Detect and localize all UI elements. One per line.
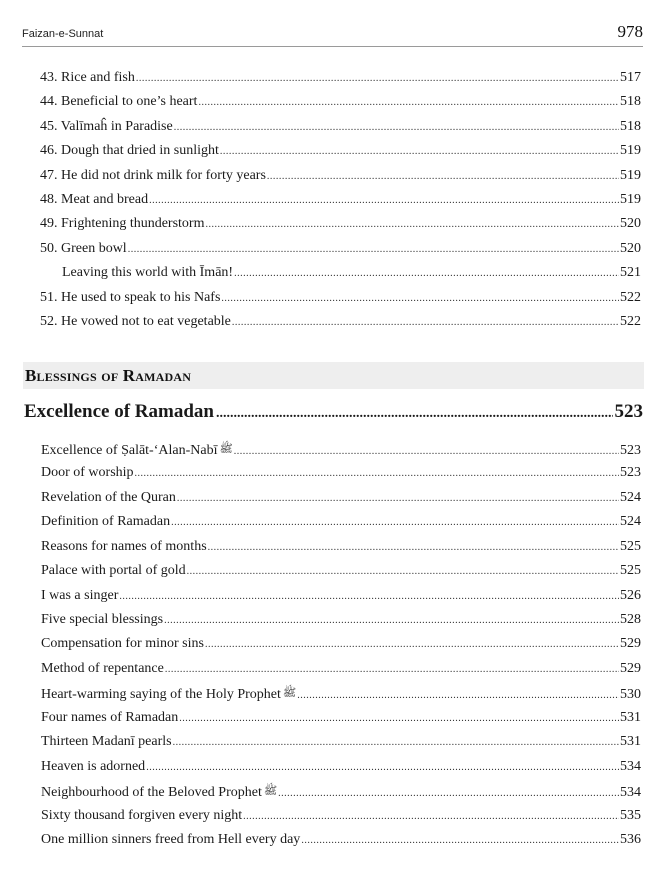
toc-entry[interactable] <box>41 537 641 557</box>
toc-entry-page: 522 <box>620 290 641 305</box>
toc-entry[interactable] <box>41 708 641 728</box>
toc-entry[interactable] <box>41 683 641 703</box>
dot-leader <box>278 784 619 804</box>
toc-entry-page: 534 <box>620 785 641 800</box>
honorific-symbol: ﷺ <box>282 687 297 699</box>
dot-leader <box>164 611 619 631</box>
dot-leader <box>177 489 619 509</box>
toc-entry-title: Compensation for minor sins <box>41 636 204 651</box>
dot-leader <box>179 709 619 729</box>
toc-entry[interactable] <box>40 312 641 332</box>
running-header <box>22 22 643 47</box>
dot-leader <box>173 733 619 753</box>
dot-leader <box>220 142 619 162</box>
toc-entry-title: One million sinners freed from Hell every day <box>41 832 301 847</box>
toc-entry-title: 50. Green bowl <box>40 241 127 256</box>
toc-entry[interactable] <box>41 757 641 777</box>
toc-entry[interactable] <box>40 288 641 308</box>
toc-entry-title: Four names of Ramadan <box>41 710 179 725</box>
toc-entry[interactable] <box>41 634 641 654</box>
dot-leader <box>301 831 619 851</box>
toc-entry-page: 530 <box>620 687 641 702</box>
dot-leader <box>216 406 613 422</box>
toc-entry-page: 525 <box>620 563 641 578</box>
toc-entry[interactable] <box>40 214 641 234</box>
dot-leader <box>136 69 619 89</box>
toc-entry-page: 531 <box>620 710 641 725</box>
dot-leader <box>187 562 619 582</box>
toc-entry-title: 47. He did not drink milk for forty years <box>40 168 266 183</box>
toc-entry[interactable] <box>40 190 641 210</box>
toc-entry-page: 523 <box>620 443 641 458</box>
dot-leader <box>206 215 620 235</box>
dot-leader <box>135 464 619 484</box>
toc-entry[interactable] <box>41 732 641 752</box>
toc-entry-page: 519 <box>620 168 641 183</box>
toc-entry-title: Method of repentance <box>41 661 164 676</box>
dot-leader <box>234 442 619 462</box>
section-heading: Blessings of Ramadan <box>25 366 192 385</box>
toc-entry-title: Leaving this world with Īmān! <box>62 265 234 280</box>
dot-leader <box>234 264 619 284</box>
toc-entry-page: 523 <box>620 465 641 480</box>
page-number: 978 <box>617 22 643 41</box>
toc-entry[interactable] <box>40 92 641 112</box>
toc-entry[interactable] <box>41 512 641 532</box>
book-title: Faizan-e-Sunnat <box>22 28 104 40</box>
toc-entry-page: 522 <box>620 314 641 329</box>
dot-leader <box>174 118 619 138</box>
dot-leader <box>198 93 619 113</box>
toc-entry-page: 528 <box>620 612 641 627</box>
toc-entry-title: 48. Meat and bread <box>40 192 149 207</box>
toc-entry[interactable] <box>41 463 641 483</box>
toc-entry[interactable] <box>41 439 641 459</box>
toc-entry-page: 531 <box>620 734 641 749</box>
toc-entry-title: Heaven is adorned <box>41 759 146 774</box>
toc-entry-page: 520 <box>620 241 641 256</box>
dot-leader <box>267 167 619 187</box>
toc-entry-title: Palace with portal of gold <box>41 563 186 578</box>
toc-entry-page: 524 <box>620 514 641 529</box>
toc-entry[interactable] <box>41 781 641 801</box>
toc-subentry[interactable] <box>62 263 641 283</box>
dot-leader <box>208 538 619 558</box>
dot-leader <box>146 758 619 778</box>
toc-entry-page: 529 <box>620 661 641 676</box>
chapter-title: Excellence of Ramadan <box>24 401 214 422</box>
toc-entry-page: 535 <box>620 808 641 823</box>
dot-leader <box>243 807 619 827</box>
toc-entry-title: 51. He used to speak to his Nafs <box>40 290 221 305</box>
toc-entry-page: 529 <box>620 636 641 651</box>
toc-entry-title: Thirteen Madanī pearls <box>41 734 172 749</box>
toc-entry-page: 525 <box>620 539 641 554</box>
toc-entry[interactable] <box>40 117 641 137</box>
dot-leader <box>221 289 619 309</box>
toc-entry[interactable] <box>41 586 641 606</box>
toc-entry-title: 52. He vowed not to eat vegetable <box>40 314 231 329</box>
dot-leader <box>205 635 619 655</box>
chapter-page: 523 <box>614 401 643 422</box>
dot-leader <box>232 313 619 333</box>
toc-entry-title: Neighbourhood of the Beloved Prophet ﷺ <box>41 785 278 800</box>
toc-entry[interactable] <box>41 806 641 826</box>
toc-entry-title: 45. Valīmaĥ in Paradise <box>40 119 173 134</box>
toc-entry-page: 536 <box>620 832 641 847</box>
toc-entry[interactable] <box>41 561 641 581</box>
toc-entry[interactable] <box>40 239 641 259</box>
toc-entry-page: 519 <box>620 192 641 207</box>
toc-entry-page: 524 <box>620 490 641 505</box>
toc-entry-title: Five special blessings <box>41 612 164 627</box>
toc-entry-title: Revelation of the Quran <box>41 490 176 505</box>
toc-entry-title: Excellence of Ṣalāt-‘Alan-Nabī ﷺ <box>41 443 233 458</box>
toc-entry-title: 46. Dough that dried in sunlight <box>40 143 219 158</box>
toc-entry-title: 49. Frightening thunderstorm <box>40 216 205 231</box>
toc-entry-title: I was a singer <box>41 588 119 603</box>
toc-entry[interactable] <box>41 488 641 508</box>
toc-entry-title: Heart-warming saying of the Holy Prophet ﷺ <box>41 687 297 702</box>
section-heading-band <box>23 362 644 389</box>
toc-entry[interactable] <box>41 659 641 679</box>
toc-entry-page: 520 <box>620 216 641 231</box>
toc-entry-page: 518 <box>620 119 641 134</box>
dot-leader <box>171 513 619 533</box>
toc-entry-title: Definition of Ramadan <box>41 514 171 529</box>
toc-entry[interactable] <box>41 610 641 630</box>
chapter-entry[interactable] <box>24 401 643 429</box>
dot-leader <box>119 587 619 607</box>
toc-entry-page: 518 <box>620 94 641 109</box>
toc-entry-page: 517 <box>620 70 641 85</box>
toc-entry-title: Reasons for names of months <box>41 539 207 554</box>
dot-leader <box>128 240 619 260</box>
toc-entry[interactable] <box>40 68 641 88</box>
toc-entry-page: 534 <box>620 759 641 774</box>
toc-entry-title: 44. Beneficial to one’s heart <box>40 94 198 109</box>
toc-entry[interactable] <box>41 830 641 850</box>
toc-entry-page: 521 <box>620 265 641 280</box>
honorific-symbol: ﷺ <box>263 785 278 797</box>
toc-entry-title: Door of worship <box>41 465 134 480</box>
dot-leader <box>149 191 619 211</box>
toc-entry-title: Sixty thousand forgiven every night <box>41 808 243 823</box>
dot-leader <box>297 686 619 706</box>
toc-entry[interactable] <box>40 141 641 161</box>
toc-entry-page: 526 <box>620 588 641 603</box>
honorific-symbol: ﷺ <box>219 443 233 455</box>
toc-entry[interactable] <box>40 166 641 186</box>
dot-leader <box>165 660 619 680</box>
toc-entry-page: 519 <box>620 143 641 158</box>
toc-entry-title: 43. Rice and fish <box>40 70 135 85</box>
